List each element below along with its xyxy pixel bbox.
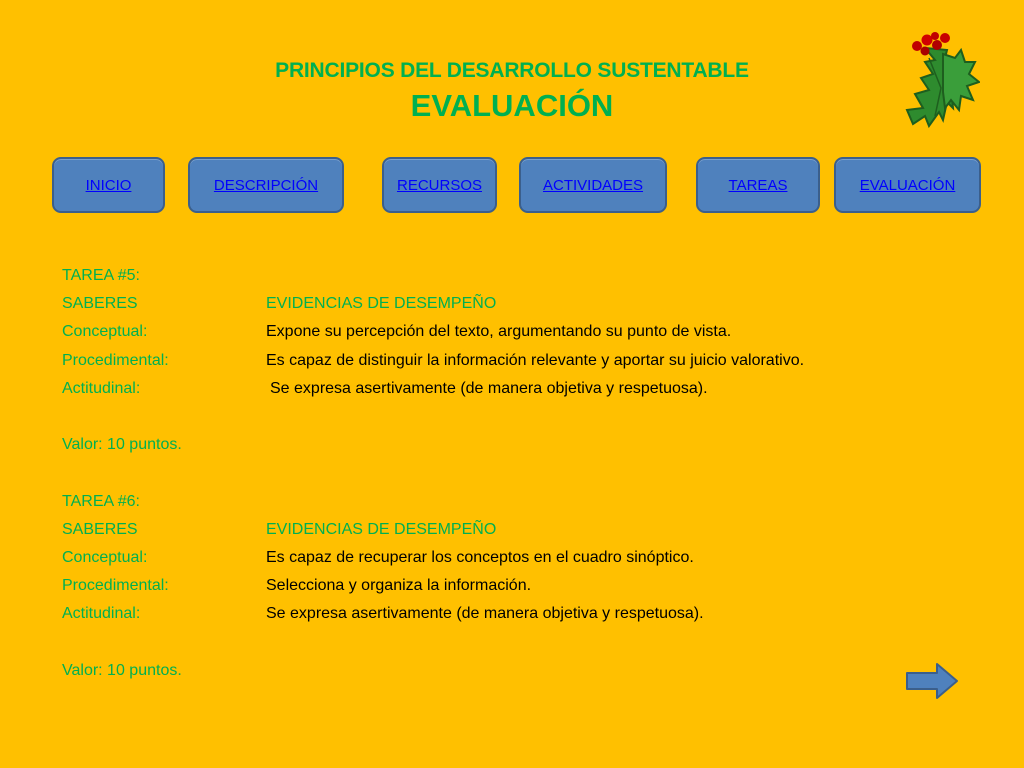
nav-inicio-button[interactable]: INICIO — [52, 157, 165, 213]
holly-icon — [895, 28, 980, 130]
conceptual-text: Es capaz de recuperar los conceptos en el cuadro sinóptico. — [266, 548, 694, 566]
task-heading: TAREA #6: — [62, 492, 140, 510]
page-subtitle: EVALUACIÓN — [410, 88, 614, 123]
valor-text: Valor: 10 puntos. — [62, 436, 182, 454]
actitudinal-label: Actitudinal: — [62, 605, 141, 623]
procedimental-text: Es capaz de distinguir la información relevante y aportar su juicio valorativo. — [266, 351, 805, 369]
page-title: PRINCIPIOS DEL DESARROLLO SUSTENTABLE — [275, 59, 749, 82]
actitudinal-text: Se expresa asertivamente (de manera objetiva y respetuosa). — [270, 379, 708, 397]
nav-descripcion-button[interactable]: DESCRIPCIÓN — [188, 157, 344, 213]
conceptual-text: Expone su percepción del texto, argumentando su punto de vista. — [266, 323, 732, 341]
nav-evaluacion-button[interactable]: EVALUACIÓN — [834, 157, 981, 213]
nav-actividades-button[interactable]: ACTIVIDADES — [519, 157, 667, 213]
conceptual-label: Conceptual: — [62, 548, 148, 566]
nav-tareas-button[interactable]: TAREAS — [696, 157, 820, 213]
nav-recursos-button[interactable]: RECURSOS — [382, 157, 497, 213]
valor-text: Valor: 10 puntos. — [62, 661, 182, 679]
actitudinal-text: Se expresa asertivamente (de manera objetiva y respetuosa). — [266, 605, 704, 623]
conceptual-label: Conceptual: — [62, 323, 148, 341]
task-heading: TAREA #5: — [62, 267, 140, 284]
procedimental-label: Procedimental: — [62, 577, 169, 595]
evidencias-label: EVIDENCIAS DE DESEMPEÑO — [266, 520, 497, 538]
saberes-label: SABERES — [62, 520, 138, 538]
procedimental-label: Procedimental: — [62, 351, 169, 369]
saberes-label: SABERES — [62, 295, 138, 313]
right-arrow-icon[interactable] — [905, 662, 959, 700]
title-block — [0, 56, 1024, 126]
evidencias-label: EVIDENCIAS DE DESEMPEÑO — [266, 295, 497, 313]
actitudinal-label: Actitudinal: — [62, 379, 141, 397]
procedimental-text: Selecciona y organiza la información. — [266, 577, 532, 595]
